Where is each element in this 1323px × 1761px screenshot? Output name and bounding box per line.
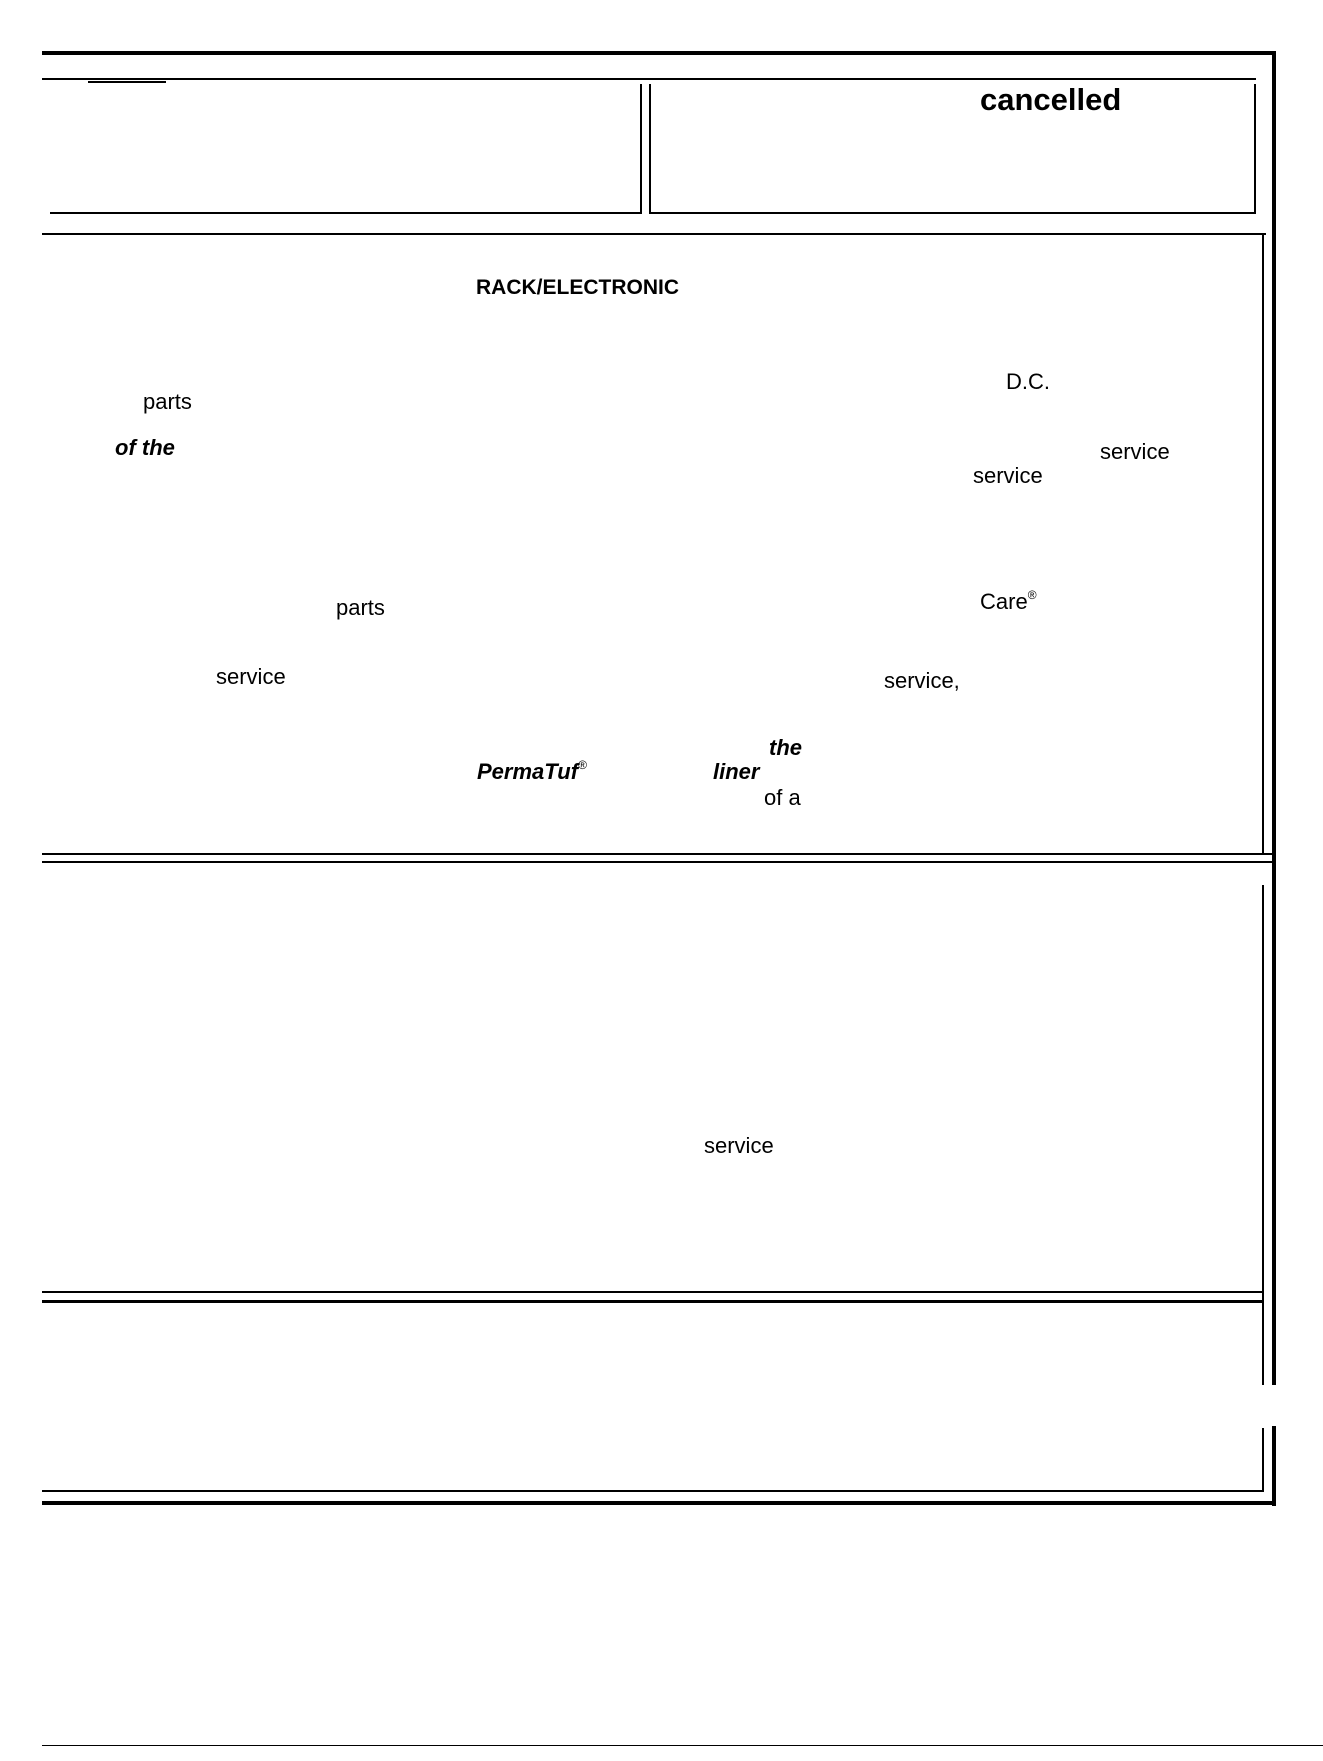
header-right-box-right	[1254, 84, 1256, 214]
lower-section-right-rule	[1262, 1428, 1264, 1492]
outer-frame-bottom	[42, 1501, 1276, 1505]
text-parts-1: parts	[143, 389, 192, 414]
second-section-bottom-rule-2	[42, 1300, 1264, 1303]
text-service-2: service	[973, 463, 1043, 488]
header-right-box-left	[649, 84, 651, 214]
text-service-4: service,	[884, 668, 960, 693]
section-heading: RACK/ELECTRONIC	[476, 276, 679, 299]
text-the: the	[769, 735, 802, 760]
header-right-box	[649, 84, 1256, 214]
lower-section-bottom-rule	[42, 1490, 1264, 1492]
section-bottom-rule-1	[42, 853, 1272, 855]
header-right-box-bottom	[649, 212, 1256, 214]
second-section-right-rule	[1262, 885, 1264, 1385]
text-liner: liner	[713, 759, 760, 784]
section-right-rule	[1262, 233, 1264, 853]
text-care: Care®	[980, 588, 1037, 614]
header-underline-stub	[88, 81, 166, 83]
section-top-rule	[42, 233, 1266, 235]
section-bottom-rule-2	[42, 861, 1272, 863]
text-service-1: service	[1100, 439, 1170, 464]
page-footer-rule	[42, 1745, 1323, 1746]
header-left-box-bottom	[50, 212, 642, 214]
text-service-5: service	[704, 1133, 774, 1158]
outer-frame-right-lower	[1272, 1426, 1276, 1506]
header-status-word: cancelled	[980, 82, 1122, 117]
header-top-rule	[42, 78, 1256, 80]
text-dc: D.C.	[1006, 369, 1050, 394]
text-of-the: of the	[115, 435, 175, 460]
second-section-bottom-rule-1	[42, 1291, 1264, 1293]
text-of-a: of a	[764, 785, 801, 810]
outer-frame-top	[42, 51, 1276, 55]
text-parts-2: parts	[336, 595, 385, 620]
outer-frame-right	[1272, 51, 1276, 1385]
text-permatuf: PermaTuf®	[477, 758, 587, 784]
header-left-box	[50, 84, 642, 214]
text-service-3: service	[216, 664, 286, 689]
header-left-box-right	[640, 84, 642, 214]
